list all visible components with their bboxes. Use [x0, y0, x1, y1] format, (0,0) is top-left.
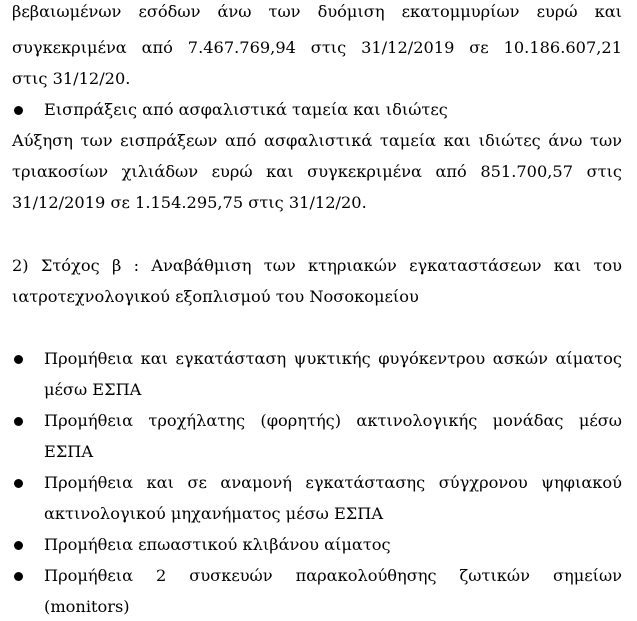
goal-b-heading-line-1: 2) Στόχος β : Αναβάθμιση των κτηριακών εγκαταστάσεων και του [12, 256, 622, 275]
list-item-4-line-1: Προμήθεια επωαστικού κλιβάνου αίματος [44, 535, 391, 554]
bullet-dot [14, 355, 23, 364]
list-item-5-line-1: Προμήθεια 2 συσκευών παρακολούθησης ζωτικών σημείων [44, 566, 622, 585]
bullet-dot [14, 541, 23, 550]
income-paragraph-line-3: στις 31/12/20. [12, 69, 131, 88]
list-item-2-line-2: ΕΣΠΑ [44, 442, 94, 461]
list-item-3-line-2: ακτινολογικού μηχανήματος μέσω ΕΣΠΑ [44, 504, 384, 523]
insurance-paragraph-line-1: Αύξηση των εισπράξεων από ασφαλιστικά ταμεία και ιδιώτες άνω των [12, 131, 622, 150]
income-paragraph-line-2: συγκεκριμένα από 7.467.769,94 στις 31/12/2019 σε 10.186.607,21 [12, 38, 622, 57]
bullet-dot [14, 572, 23, 581]
bullet-dot [14, 106, 23, 115]
insurance-paragraph-line-3: 31/12/2019 σε 1.154.295,75 στις 31/12/20. [12, 193, 367, 212]
list-item-3-line-1: Προμήθεια και σε αναμονή εγκατάστασης σύγχρονου ψηφιακού [44, 473, 622, 492]
insurance-paragraph-line-2: τριακοσίων χιλιάδων ευρώ και συγκεκριμένα από 851.700,57 στις [12, 162, 622, 181]
list-item-2-line-1: Προμήθεια τροχήλατης (φορητής) ακτινολογικής μονάδας μέσω [44, 411, 622, 430]
list-item-1-line-2: μέσω ΕΣΠΑ [44, 380, 142, 399]
income-paragraph-line-1: βεβαιωμένων εσόδων άνω των δυόμιση εκατομμυρίων ευρώ και [12, 2, 622, 21]
bullet-dot [14, 479, 23, 488]
list-item-1-line-1: Προμήθεια και εγκατάσταση ψυκτικής φυγόκεντρου ασκών αίματος [44, 349, 622, 368]
list-item-5-line-2: (monitors) [44, 597, 130, 616]
bullet-dot [14, 417, 23, 426]
goal-b-heading-line-2: ιατροτεχνολογικού εξοπλισμού του Νοσοκομείου [12, 287, 419, 306]
insurance-bullet-label: Εισπράξεις από ασφαλιστικά ταμεία και ιδιώτες [44, 100, 448, 119]
